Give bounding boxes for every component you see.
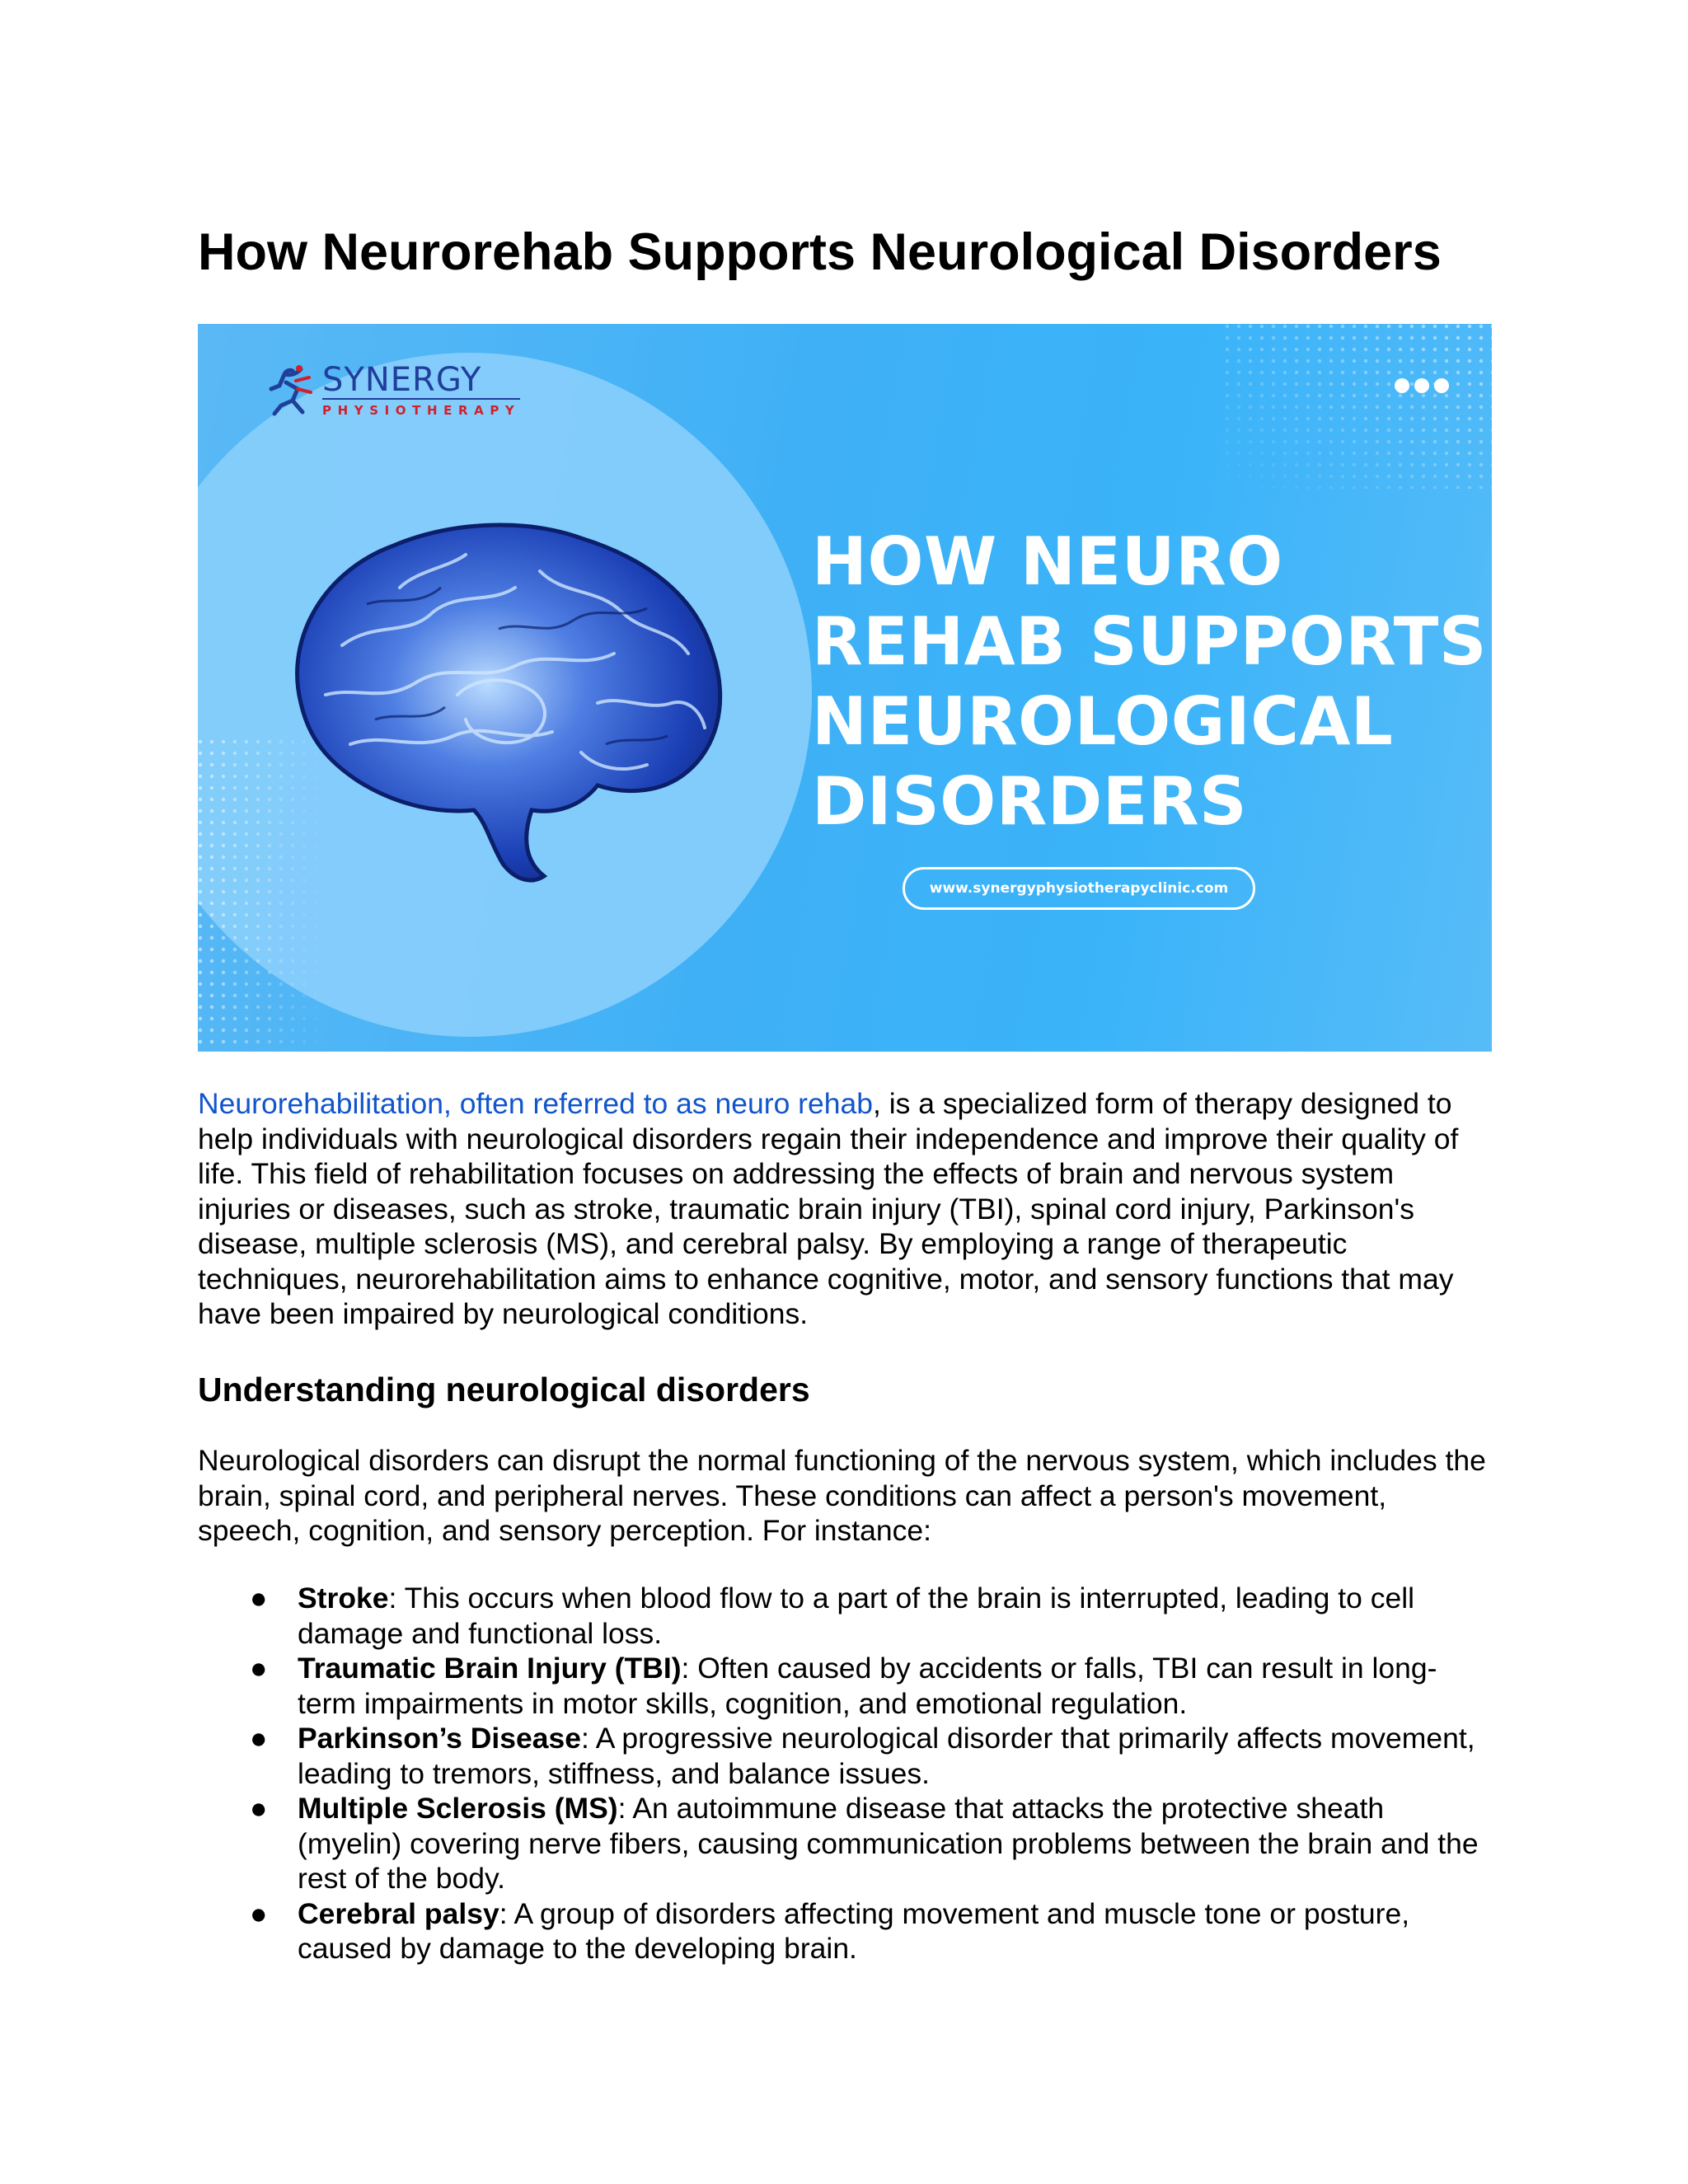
section-intro-paragraph: Neurological disorders can disrupt the normal functioning of the nervous system, which includes the brain, spinal cord, and peripheral nerves. These conditions can affect a person's movement, speech, cognition, and sensory perception. For instance: [198, 1444, 1486, 1547]
disorder-term: Traumatic Brain Injury (TBI) [298, 1652, 682, 1685]
list-item-multiple-sclerosis [198, 1791, 1492, 1896]
section-heading: Understanding neurological disorders [198, 1371, 810, 1408]
disorder-description: : A group of disorders affecting movement and muscle tone or posture, caused by damage to the developing brain. [298, 1896, 1410, 1965]
list-item-stroke [198, 1581, 1492, 1651]
bullet-icon: ● [250, 1722, 268, 1755]
logo-name: SYNERGY [322, 363, 520, 400]
banner-headline-line: NEUROLOGICAL [812, 683, 1394, 760]
synergy-logo [268, 363, 520, 418]
banner-headline-line: DISORDERS [812, 763, 1248, 840]
list-item-cerebral-palsy [198, 1896, 1492, 1966]
banner-headline-line: HOW NEURO [812, 523, 1283, 600]
banner-headline-line: REHAB SUPPORTS [812, 603, 1487, 680]
bullet-icon: ● [250, 1652, 268, 1685]
brain-illustration [251, 497, 762, 909]
list-item-parkinsons [198, 1721, 1492, 1791]
disorder-description: : A progressive neurological disorder that primarily affects movement, leading to tremors, stiffness, and balance issues. [298, 1722, 1475, 1790]
disorder-description: : An autoimmune disease that attacks the protective sheath (myelin) covering nerve fibers, causing communication problems between the brain and the rest of the body. [298, 1792, 1479, 1895]
bullet-icon: ● [250, 1792, 268, 1825]
neurorehab-link[interactable]: Neurorehabilitation, often referred to as neuro rehab [198, 1087, 873, 1120]
website-url-pill: www.synergyphysiotherapyclinic.com [903, 867, 1255, 910]
disorder-term: Stroke [298, 1582, 389, 1615]
disorder-term: Multiple Sclerosis (MS) [298, 1792, 618, 1825]
intro-paragraph [198, 1086, 1492, 1332]
hero-banner [198, 324, 1492, 1052]
running-figure-logo-icon [268, 364, 316, 417]
more-dots-icon [1395, 378, 1449, 393]
banner-headline [812, 522, 1487, 841]
disorder-term: Parkinson’s Disease [298, 1722, 582, 1755]
list-item-tbi [198, 1651, 1492, 1721]
disorder-term: Cerebral palsy [298, 1896, 499, 1930]
disorder-description: : This occurs when blood flow to a part of the brain is interrupted, leading to cell damage and functional loss. [298, 1582, 1415, 1650]
page-title: How Neurorehab Supports Neurological Disorders [198, 223, 1442, 281]
intro-text: , is a specialized form of therapy designed to help individuals with neurological disorders regain their independence and improve their quality of life. This field of rehabilitation focuses on addressing the effects of brain and nervous system injuries or diseases, such as stroke, traumatic brain injury (TBI), spinal cord injury, Parkinson's disease, multiple sclerosis (MS), and cerebral palsy. By employing a range of therapeutic techniques, neurorehabilitation aims to enhance cognitive, motor, and sensory functions that may have been impaired by neurological conditions. [198, 1087, 1459, 1330]
bullet-icon: ● [250, 1582, 268, 1615]
logo-subtitle: PHYSIOTHERAPY [322, 403, 521, 418]
disorder-list [198, 1581, 1492, 1966]
bullet-icon: ● [250, 1896, 268, 1930]
disorder-description: : Often caused by accidents or falls, TBI can result in long-term impairments in motor skills, cognition, and emotional regulation. [298, 1652, 1437, 1720]
